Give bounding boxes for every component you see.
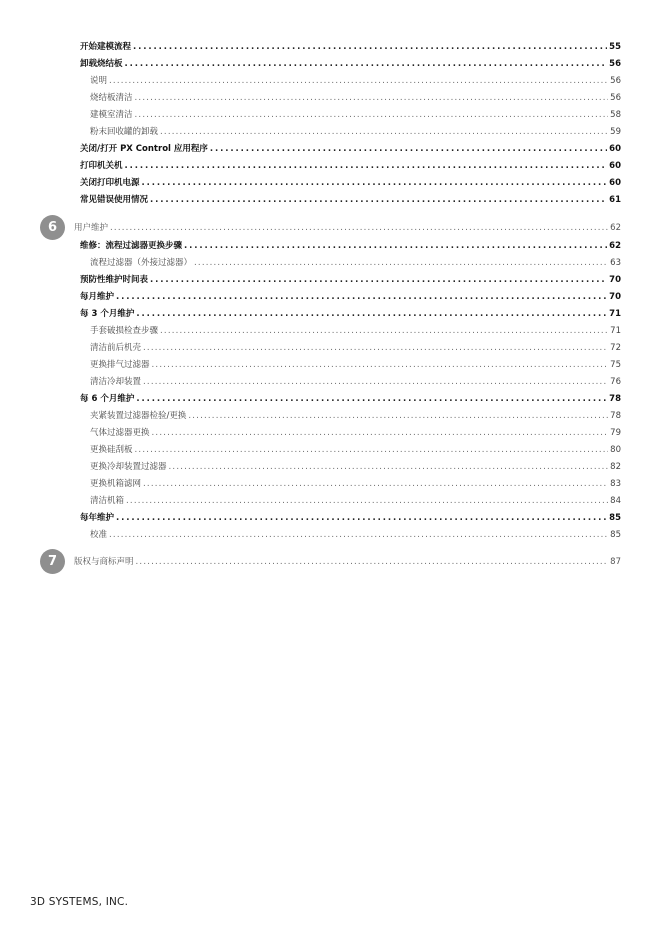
toc-entry-title: 手套破损检查步骤: [90, 326, 159, 336]
toc-entry-page: 78: [609, 394, 621, 404]
dot-leader: [150, 194, 607, 206]
toc-entry-page: 80: [610, 445, 621, 455]
toc-entry-title: 清洁冷却装置: [90, 377, 142, 387]
toc-entry-page: 85: [610, 530, 621, 540]
dot-leader: [169, 461, 609, 473]
toc-entry-page: 60: [609, 161, 621, 171]
toc-subsection-entry[interactable]: [90, 359, 621, 371]
toc-subsection-entry[interactable]: [90, 75, 621, 87]
toc-section-entry[interactable]: [80, 512, 621, 524]
dot-leader: [142, 177, 608, 189]
dot-leader: [109, 75, 608, 87]
toc-entry-page: 61: [609, 195, 621, 205]
toc-section-entry[interactable]: [80, 58, 621, 70]
dot-leader: [133, 41, 607, 53]
dot-leader: [194, 257, 608, 269]
toc-entry-page: 56: [610, 93, 621, 103]
toc-entry-page: 62: [609, 241, 621, 251]
toc-section-entry[interactable]: [80, 393, 621, 405]
toc-section-entry[interactable]: [80, 194, 621, 206]
toc-entry-page: 60: [609, 178, 621, 188]
chapter-number-badge: 7: [40, 549, 65, 574]
dot-leader: [136, 393, 607, 405]
toc-section-entry[interactable]: [80, 143, 621, 155]
toc-entry-title: 更换排气过滤器: [90, 360, 150, 370]
dot-leader: [143, 376, 608, 388]
toc-entry-page: 87: [610, 557, 621, 567]
toc-subsection-entry[interactable]: [90, 461, 621, 473]
toc-entry-title: 版权与商标声明: [74, 557, 134, 567]
dot-leader: [135, 109, 609, 121]
toc-entry-page: 72: [610, 343, 621, 353]
dot-leader: [110, 222, 608, 234]
toc-subsection-entry[interactable]: [90, 495, 621, 507]
toc-subsection-entry[interactable]: [90, 444, 621, 456]
toc-entry-title: 清洁机箱: [90, 496, 125, 506]
dot-leader: [184, 240, 607, 252]
dot-leader: [135, 444, 609, 456]
toc-entry-title: 每年维护: [80, 513, 115, 523]
toc-entry-title: 打印机关机: [80, 161, 123, 171]
toc-entry-page: 56: [610, 76, 621, 86]
toc-entry-page: 58: [610, 110, 621, 120]
dot-leader: [116, 291, 607, 303]
toc-section-entry[interactable]: [80, 177, 621, 189]
dot-leader: [152, 359, 609, 371]
toc-entry-page: 78: [610, 411, 621, 421]
toc-entry-page: 83: [610, 479, 621, 489]
toc-entry-page: 79: [610, 428, 621, 438]
dot-leader: [125, 58, 608, 70]
toc-section-entry[interactable]: [80, 160, 621, 172]
toc-entry-title: 夹紧装置过滤器检验/更换: [90, 411, 187, 421]
dot-leader: [116, 512, 607, 524]
dot-leader: [152, 427, 609, 439]
toc-chapter-entry[interactable]: [74, 222, 621, 234]
toc-subsection-entry[interactable]: [90, 126, 621, 138]
toc-entry-page: 71: [610, 326, 621, 336]
dot-leader: [136, 308, 607, 320]
toc-entry-page: 62: [610, 223, 621, 233]
dot-leader: [188, 410, 608, 422]
toc-entry-title: 每 3 个月维护: [80, 309, 135, 319]
toc-entry-page: 63: [610, 258, 621, 268]
toc-entry-page: 70: [609, 275, 621, 285]
toc-section-entry[interactable]: [80, 274, 621, 286]
toc-subsection-entry[interactable]: [90, 478, 621, 490]
toc-entry-title: 卸载烧结板: [80, 59, 123, 69]
toc-entry-page: 71: [609, 309, 621, 319]
dot-leader: [135, 92, 609, 104]
toc-entry-title: 关闭打印机电源: [80, 178, 140, 188]
toc-entry-page: 76: [610, 377, 621, 387]
toc-entry-title: 说明: [90, 76, 108, 86]
toc-entry-title: 关闭/打开 PX Control 应用程序: [80, 144, 208, 154]
toc-entry-title: 每月维护: [80, 292, 115, 302]
dot-leader: [109, 529, 608, 541]
toc-subsection-entry[interactable]: [90, 410, 621, 422]
dot-leader: [143, 478, 608, 490]
toc-entry-title: 建模室清洁: [90, 110, 133, 120]
toc-entry-page: 82: [610, 462, 621, 472]
toc-subsection-entry[interactable]: [90, 325, 621, 337]
toc-entry-title: 校准: [90, 530, 108, 540]
toc-entry-title: 预防性维护时间表: [80, 275, 149, 285]
toc-entry-title: 气体过滤器更换: [90, 428, 150, 438]
toc-entry-page: 55: [609, 42, 621, 52]
toc-entry-title: 流程过滤器（外接过滤器）: [90, 258, 193, 268]
chapter-number-badge: 6: [40, 215, 65, 240]
toc-section-entry[interactable]: [80, 41, 621, 53]
toc-entry-title: 每 6 个月维护: [80, 394, 135, 404]
toc-entry-title: 粉末回收罐的卸载: [90, 127, 159, 137]
toc-entry-title: 烧结板清洁: [90, 93, 133, 103]
toc-entry-page: 59: [610, 127, 621, 137]
dot-leader: [136, 556, 609, 568]
toc-entry-title: 更换硅刮板: [90, 445, 133, 455]
toc-entry-title: 开始建模流程: [80, 42, 132, 52]
toc-entry-title: 更换冷却装置过滤器: [90, 462, 167, 472]
toc-section-entry[interactable]: [80, 291, 621, 303]
toc-entry-title: 清洁前后机壳: [90, 343, 142, 353]
toc-subsection-entry[interactable]: [90, 427, 621, 439]
dot-leader: [126, 495, 608, 507]
toc-entry-title: 维修：流程过滤器更换步骤: [80, 241, 183, 251]
toc-entry-title: 更换机箱滤网: [90, 479, 142, 489]
toc-section-entry[interactable]: [80, 240, 621, 252]
dot-leader: [160, 325, 608, 337]
dot-leader: [143, 342, 608, 354]
toc-entry-page: 56: [609, 59, 621, 69]
toc-section-entry[interactable]: [80, 308, 621, 320]
dot-leader: [125, 160, 608, 172]
toc-subsection-entry[interactable]: [90, 342, 621, 354]
toc-chapter-entry[interactable]: [74, 556, 621, 568]
dot-leader: [210, 143, 607, 155]
toc-entry-title: 用户维护: [74, 223, 109, 233]
toc-entry-page: 70: [609, 292, 621, 302]
toc-subsection-entry[interactable]: [90, 109, 621, 121]
footer-company: 3D SYSTEMS, INC.: [30, 896, 129, 908]
toc-subsection-entry[interactable]: [90, 92, 621, 104]
toc-entry-page: 75: [610, 360, 621, 370]
dot-leader: [150, 274, 607, 286]
toc-subsection-entry[interactable]: [90, 257, 621, 269]
toc-entry-title: 常见错误使用情况: [80, 195, 149, 205]
toc-entry-page: 85: [609, 513, 621, 523]
toc-entry-page: 60: [609, 144, 621, 154]
dot-leader: [160, 126, 608, 138]
toc-subsection-entry[interactable]: [90, 376, 621, 388]
toc-subsection-entry[interactable]: [90, 529, 621, 541]
toc-entry-page: 84: [610, 496, 621, 506]
